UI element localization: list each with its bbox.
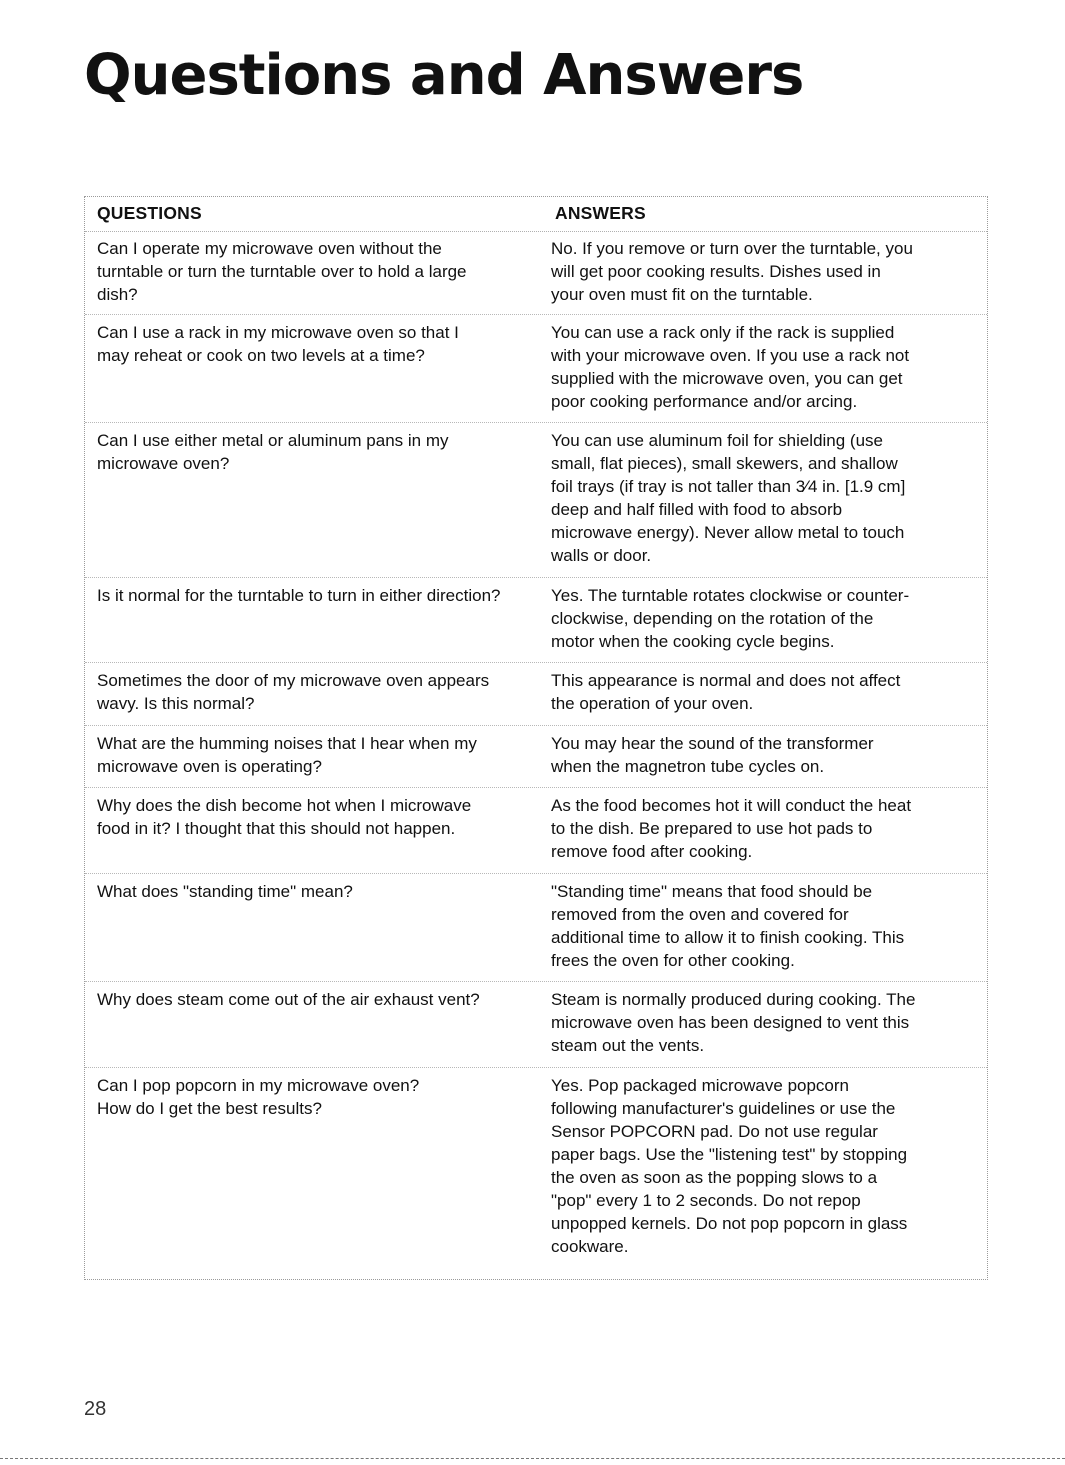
answer-text: Yes. Pop packaged microwave popcorn following manufacturer's guidelines or use the Sensor POPCORN pad. Do not use regular paper bags. Use the "listening test" by stopping the oven as soon as the popping slows to a "pop" every 1 to 2 seconds. Do not repop unpopped kernels. Do not pop popcorn in glass cookware.: [551, 1076, 908, 1256]
table-row: [85, 874, 987, 982]
table-header: [85, 197, 987, 232]
question-text: Can I use a rack in my microwave oven so that I may reheat or cook on two levels at a time?: [97, 323, 459, 365]
answers-column-header: ANSWERS: [555, 203, 646, 223]
answer-text: Steam is normally produced during cooking. The microwave oven has been designed to vent this steam out the vents.: [551, 990, 916, 1055]
question-text: Can I operate my microwave oven without the turntable or turn the turntable over to hold a large dish?: [97, 239, 467, 304]
answer-text: Yes. The turntable rotates clockwise or counter- clockwise, depending on the rotation of the motor when the cooking cycle begins.: [551, 586, 910, 651]
answer-text: No. If you remove or turn over the turntable, you will get poor cooking results. Dishes used in your oven must fit on the turntable.: [551, 239, 913, 304]
question-text: What does "standing time" mean?: [97, 882, 353, 901]
answer-text: You can use aluminum foil for shielding (use small, flat pieces), small skewers, and shallow foil trays (if tray is not taller than 3⁄4 in. [1.9 cm] deep and half filled with food to absorb microwave energy). Never allow metal to touch walls or door.: [551, 431, 906, 565]
table-row: [85, 423, 987, 578]
question-text: Sometimes the door of my microwave oven appears wavy. Is this normal?: [97, 671, 490, 713]
question-text: Is it normal for the turntable to turn in either direction?: [97, 586, 501, 605]
question-text: Can I pop popcorn in my microwave oven? How do I get the best results?: [97, 1076, 420, 1118]
bottom-divider: [0, 1458, 1065, 1459]
answer-text: You may hear the sound of the transformer when the magnetron tube cycles on.: [551, 734, 874, 776]
answer-text: You can use a rack only if the rack is supplied with your microwave oven. If you use a rack not supplied with the microwave oven, you can get poor cooking performance and/or arcing.: [551, 323, 910, 411]
table-row: [85, 315, 987, 423]
table-row: [85, 663, 987, 726]
table-row: [85, 231, 987, 315]
answer-text: "Standing time" means that food should be removed from the oven and covered for additional time to allow it to finish cooking. This frees the oven for other cooking.: [551, 882, 905, 970]
page-title: Questions and Answers: [84, 43, 804, 108]
table-row: [85, 788, 987, 874]
page-number: 28: [84, 1398, 107, 1420]
questions-column-header: QUESTIONS: [97, 203, 202, 223]
table-row: [85, 726, 987, 788]
table-row: [85, 578, 987, 663]
question-text: Can I use either metal or aluminum pans in my microwave oven?: [97, 431, 449, 473]
question-text: Why does the dish become hot when I microwave food in it? I thought that this should not happen.: [97, 796, 472, 838]
question-text: What are the humming noises that I hear when my microwave oven is operating?: [97, 734, 477, 776]
answer-text: This appearance is normal and does not affect the operation of your oven.: [551, 671, 901, 713]
qa-table: [84, 196, 988, 1280]
table-row: [85, 982, 987, 1068]
answer-text: As the food becomes hot it will conduct the heat to the dish. Be prepared to use hot pads to remove food after cooking.: [551, 796, 912, 861]
table-row: [85, 1068, 987, 1279]
question-text: Why does steam come out of the air exhaust vent?: [97, 990, 480, 1009]
